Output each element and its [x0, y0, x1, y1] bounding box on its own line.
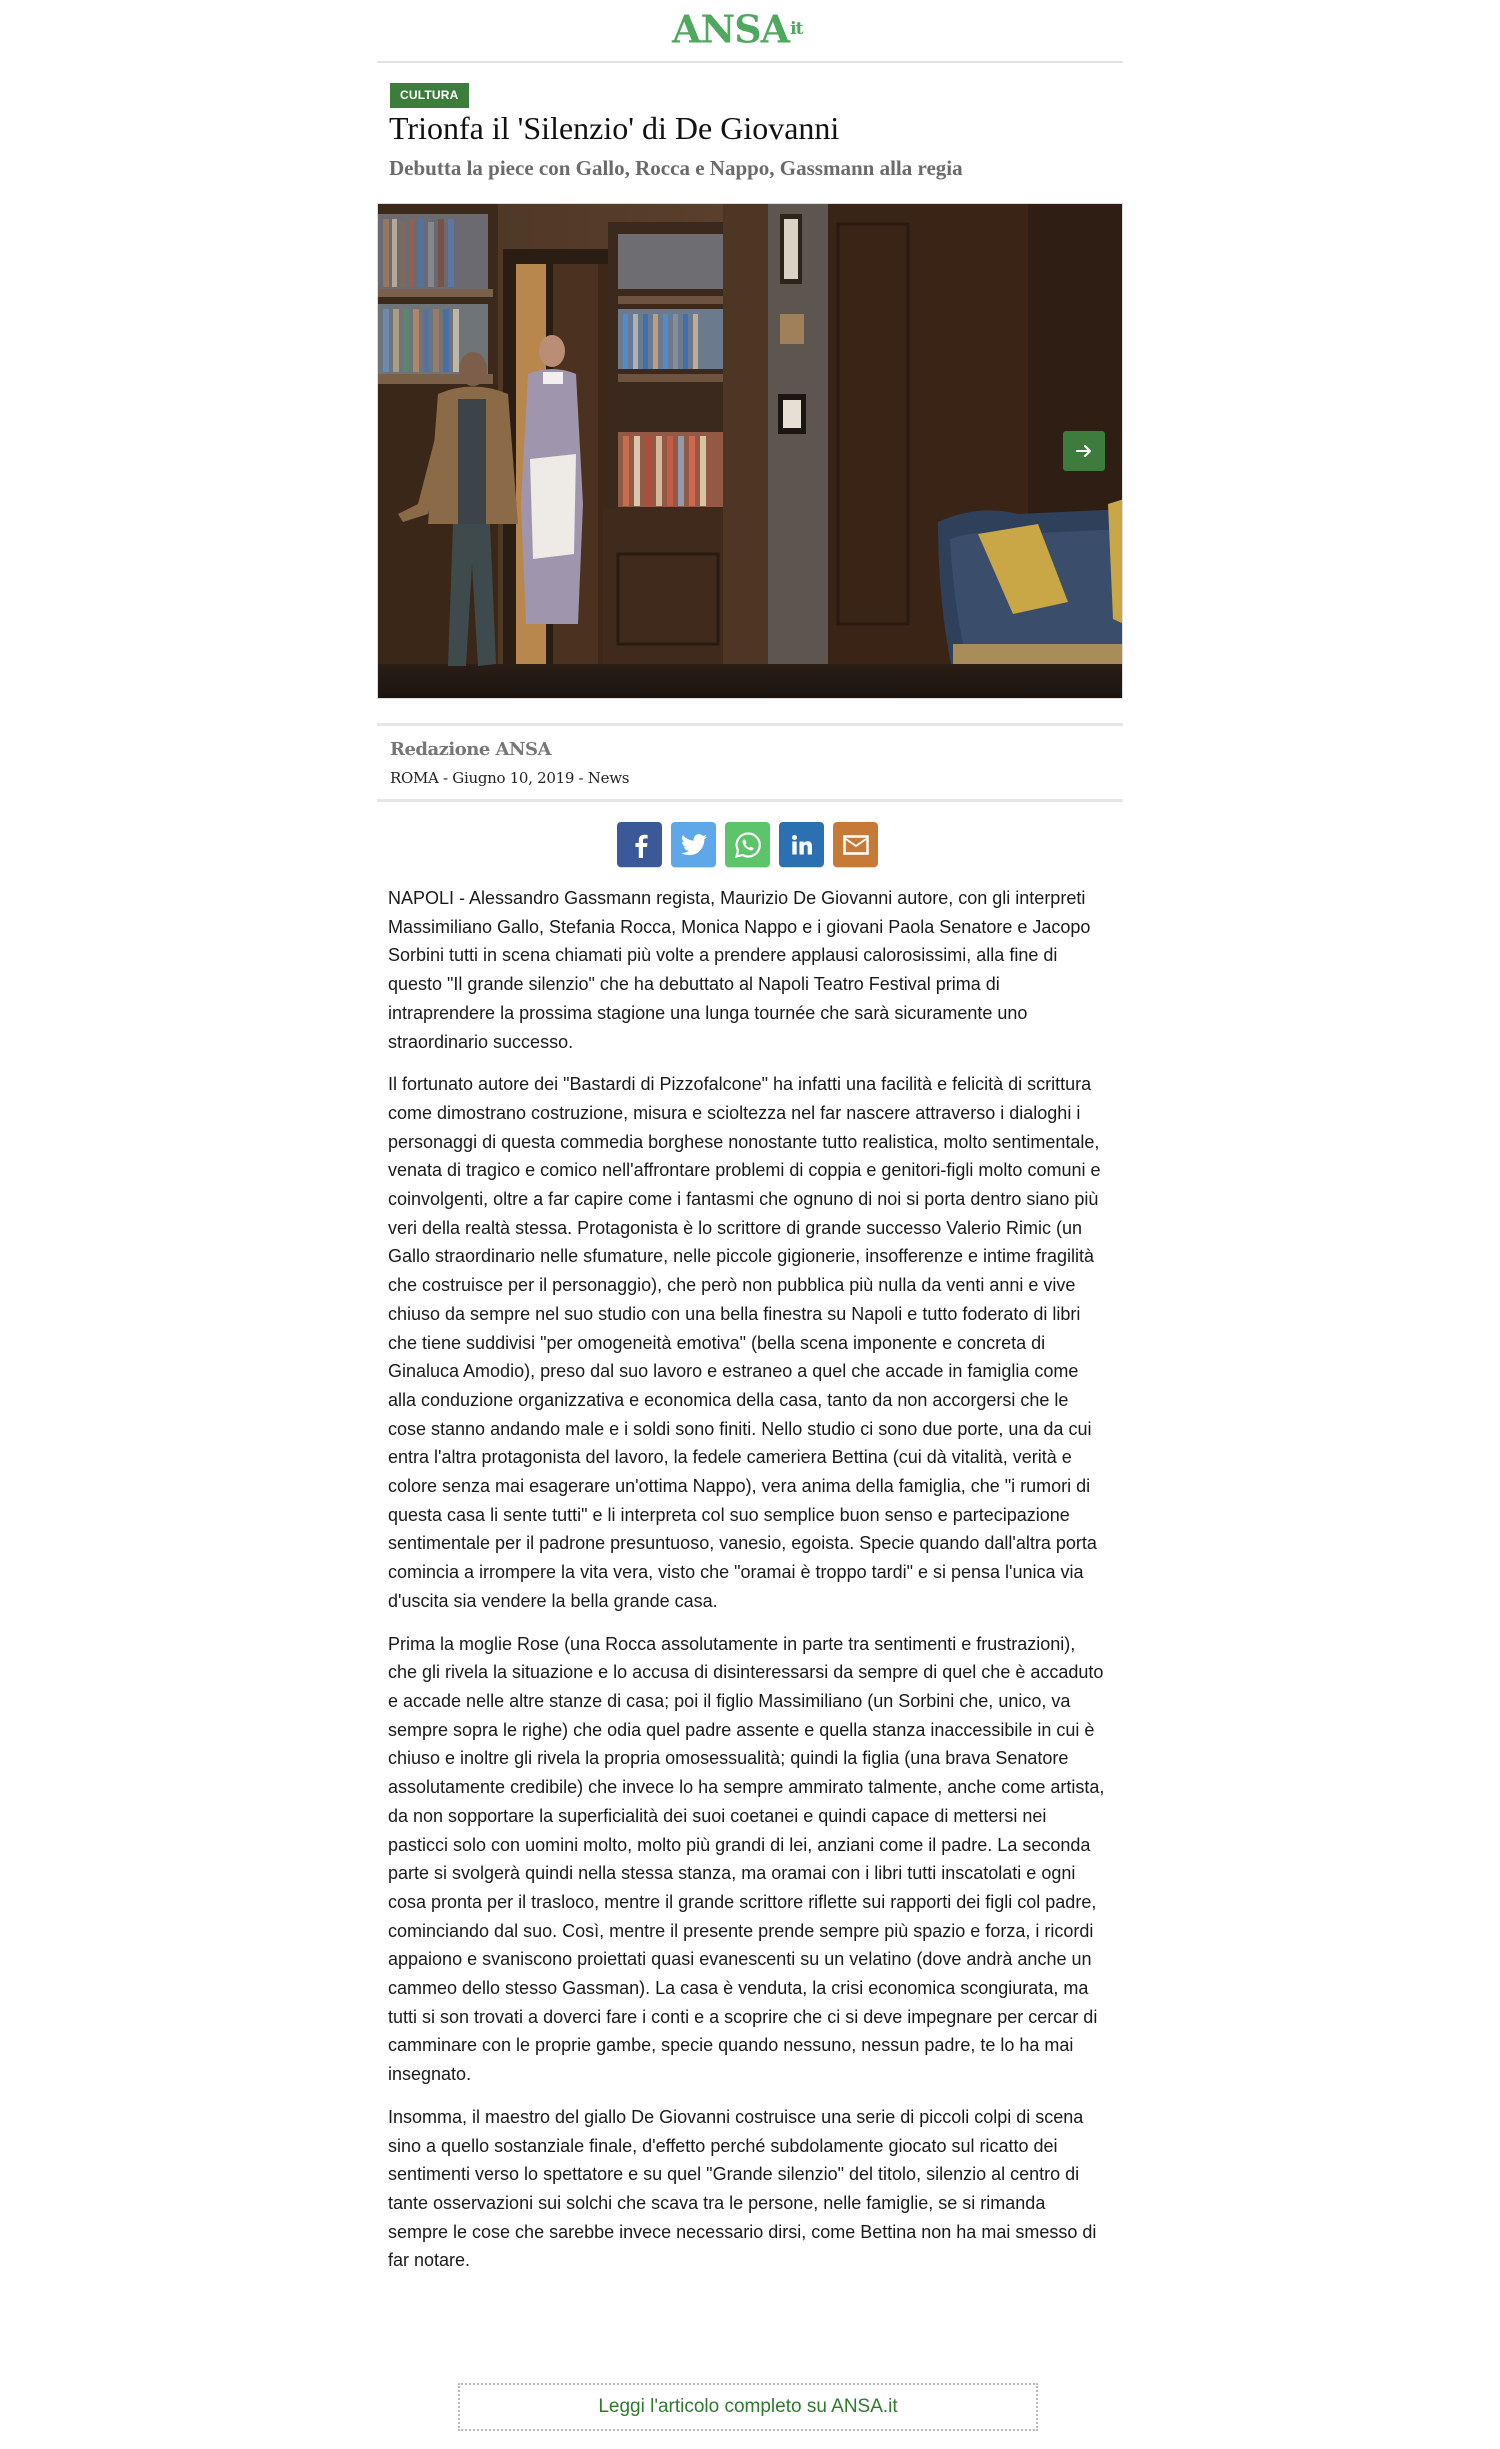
masthead [377, 0, 1123, 63]
arrow-right-icon [1076, 444, 1092, 458]
paragraph: Prima la moglie Rose (una Rocca assolutamente in parte tra sentimenti e frustrazioni), che gli rivela la situazione e lo accusa di disinteressarsi da sempre di quel che è accaduto e accade nelle altre stanze di casa; poi il figlio Massimiliano (un Sorbini che, unico, va sempre sopra le righe) che odia quel padre assente e quella stanza inaccessibile in cui è chiuso e inoltre gli rivela la propria omosessualità; quindi la figlia (una brava Senatore assolutamente credibile) che invece lo ha sempre ammirato talmente, anche come artista, da non sopportare la superficialità dei suoi coetanei e quindi capace di mettersi nei pasticci solo con uomini molto, molto più grandi di lei, anziani come il padre. La seconda parte si svolgerà quindi nella stessa stanza, ma oramai con i libri tutti inscatolati e ogni cosa pronta per il trasloco, mentre il grande scrittore riflette sui rapporti dei figli col padre, cominciando dal suo. Così, mentre il presente prende sempre più spazio e forza, i ricordi appaiono e svaniscono proiettati quasi evanescenti su un velatino (dove andrà anche un cammeo dello stesso Gassman). La casa è venduta, la crisi economica scongiurata, ma tutti si son trovati a doverci fare i conti e a scoprire che ci si deve impegnare per cercar di camminare con le proprie gambe, specie quando nessuno, nessun padre, te lo ha mai insegnato. [388, 1633, 1105, 2085]
share-twitter-button[interactable] [671, 822, 716, 867]
share-facebook-button[interactable] [617, 822, 662, 867]
article-page [377, 0, 1123, 2417]
facebook-icon [630, 832, 650, 858]
whatsapp-icon [734, 831, 762, 859]
logo-text: ANSA [672, 5, 790, 52]
read-full-article-link[interactable]: Leggi l'articolo completo su ANSA.it [458, 2383, 1038, 2431]
paragraph: Insomma, il maestro del giallo De Giovanni costruisce una serie di piccoli colpi di scena sino a quello sostanziale finale, d'effetto perché subdolamente giocato sul ricatto dei sentimenti verso lo spettatore e su quel "Grande silenzio" del titolo, silenzio al centro di tante osservazioni sui solchi che scava tra le persone, nelle famiglie, se si rimanda sempre le cose che sarebbe invece necessario dirsi, come Bettina non ha mai smesso di far notare. [388, 2106, 1097, 2271]
article-title: Trionfa il 'Silenzio' di De Giovanni [389, 110, 840, 146]
logo-suffix: it [790, 19, 803, 39]
theater-scene-image [378, 204, 1123, 699]
category-badge[interactable]: CULTURA [390, 83, 469, 108]
ansa-logo[interactable] [672, 5, 803, 52]
share-bar [617, 822, 878, 867]
article-photo [377, 203, 1123, 699]
dateline: ROMA - Giugno 10, 2019 - News [390, 769, 630, 787]
byline [377, 723, 1123, 802]
share-linkedin-button[interactable] [779, 822, 824, 867]
paragraph: Il fortunato autore dei "Bastardi di Pizzofalcone" ha infatti una facilità e felicità di scrittura come dimostrano costruzione, misura e scioltezza nel far nascere attraverso i dialoghi i personaggi di questa commedia borghese nonostante tutto realistica, molto sentimentale, venata di tragico e comico nell'affrontare problemi di coppia e genitori-figli molto comuni e coinvolgenti, oltre a far capire come i fantasmi che ognuno di noi si porta dentro siano più veri della realtà stessa. Protagonista è lo scrittore di grande successo Valerio Rimic (un Gallo straordinario nelle sfumature, nelle piccole gigionerie, insofferenze e intime fragilità che costruisce per il personaggio), che però non pubblica più nulla da venti anni e vive chiuso da sempre nel suo studio con una bella finestra su Napoli e tutto foderato di libri che tiene suddivisi "per omogeneità emotiva" (bella scena imponente e concreta di Ginaluca Amodio), preso dal suo lavoro e estraneo a quel che accade in famiglia come alla conduzione organizzativa e economica della casa, tanto da non accorgersi che le cose stanno andando male e i soldi sono finiti. Nello studio ci sono due porte, una da cui entra l'altra protagonista del lavoro, la fedele cameriera Bettina (cui dà vitalità, verità e colore senza mai esagerare un'ottima Nappo), vera anima della famiglia, che "i rumori di questa casa li sente tutti" e li interpreta col suo semplice buon senso e partecipazione sentimentale per il padrone presuntuoso, vanesio, egoista. Specie quando dall'altra porta comincia a irrompere la vita vera, visto che "oramai è troppo tardi" e si pensa l'unica via d'uscita sia vendere la bella grande casa. [388, 1074, 1101, 1611]
share-email-button[interactable] [833, 822, 878, 867]
linkedin-icon [791, 834, 813, 856]
email-icon [843, 835, 869, 855]
article-body [388, 884, 1108, 2289]
paragraph: NAPOLI - Alessandro Gassmann regista, Maurizio De Giovanni autore, con gli interpreti Massimiliano Gallo, Stefania Rocca, Monica Nappo e i giovani Paola Senatore e Jacopo Sorbini tutti in scena chiamati più volte a prendere applausi calorosissimi, alla fine di questo "Il grande silenzio" che ha debuttato al Napoli Teatro Festival prima di intraprendere la prossima stagione una lunga tournée che sarà sicuramente uno straordinario successo. [388, 888, 1091, 1052]
article-subtitle: Debutta la piece con Gallo, Rocca e Nappo, Gassmann alla regia [389, 156, 963, 180]
twitter-icon [681, 834, 707, 856]
author-name: Redazione ANSA [390, 739, 551, 760]
next-photo-button[interactable] [1063, 431, 1105, 471]
share-whatsapp-button[interactable] [725, 822, 770, 867]
